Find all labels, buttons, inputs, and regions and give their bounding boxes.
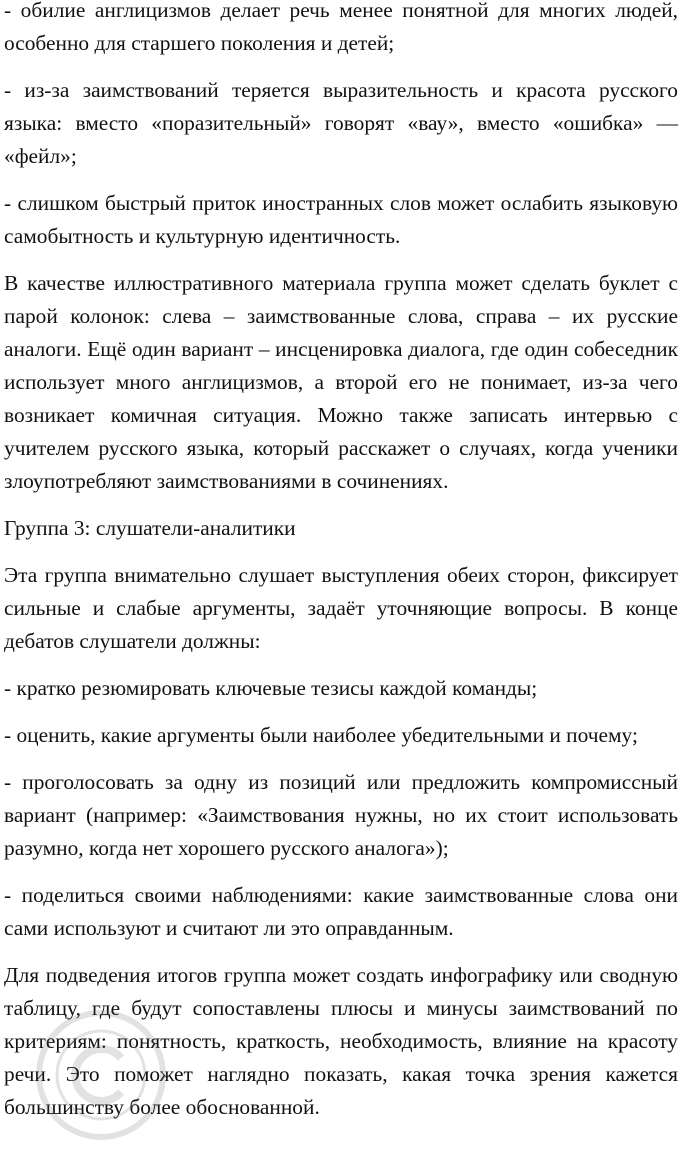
paragraph-illustrative-material: В качестве иллюстративного материала группа может сделать буклет с парой колонок: слева – заимствованные слова, справа – их русские аналоги. Ещё один вариант – инсценировка диалога, где один собеседник использует много англицизмов, а второй его не понимает, из-за чего возникает комичная ситуация. Можно также записать интервью с учителем русского языка, который расскажет о случаях, когда ученики злоупотребляют заимствованиями в сочинениях. [4,271,678,493]
list-item-evaluate: - оценить, какие аргументы были наиболее убедительными и почему; [4,723,638,747]
list-item-summarize: - кратко резюмировать ключевые тезисы каждой команды; [4,676,538,700]
paragraph-anglicism-clarity: - обилие англицизмов делает речь менее понятной для многих людей, особенно для старшего поколения и детей; [4,0,678,55]
list-item-vote: - проголосовать за одну из позиций или предложить компромиссный вариант (например: «Заимствования нужны, но их стоит использовать разумно, когда нет хорошего русского аналога»); [4,770,678,860]
paragraph-expressiveness-loss: - из-за заимствований теряется выразительность и красота русского языка: вместо «поразительный» говорят «вау», вместо «ошибка» — «фейл»; [4,78,678,168]
document-page [4,0,678,1138]
list-item-share-observations: - поделиться своими наблюдениями: какие заимствованные слова они сами используют и считают ли это оправданным. [4,883,678,940]
paragraph-identity-weakening: - слишком быстрый приток иностранных слов может ослабить языковую самобытность и культурную идентичность. [4,191,678,248]
paragraph-summary-infographic: Для подведения итогов группа может создать инфографику или сводную таблицу, где будут сопоставлены плюсы и минусы заимствований по критериям: понятность, краткость, необходимость, влияние на красоту речи. Это поможет наглядно показать, какая точка зрения кажется большинству более обоснованной. [4,963,678,1119]
paragraph-group-3-description: Эта группа внимательно слушает выступления обеих сторон, фиксирует сильные и слабые аргументы, задаёт уточняющие вопросы. В конце дебатов слушатели должны: [4,563,678,653]
group-3-heading: Группа 3: слушатели-аналитики [4,516,296,540]
